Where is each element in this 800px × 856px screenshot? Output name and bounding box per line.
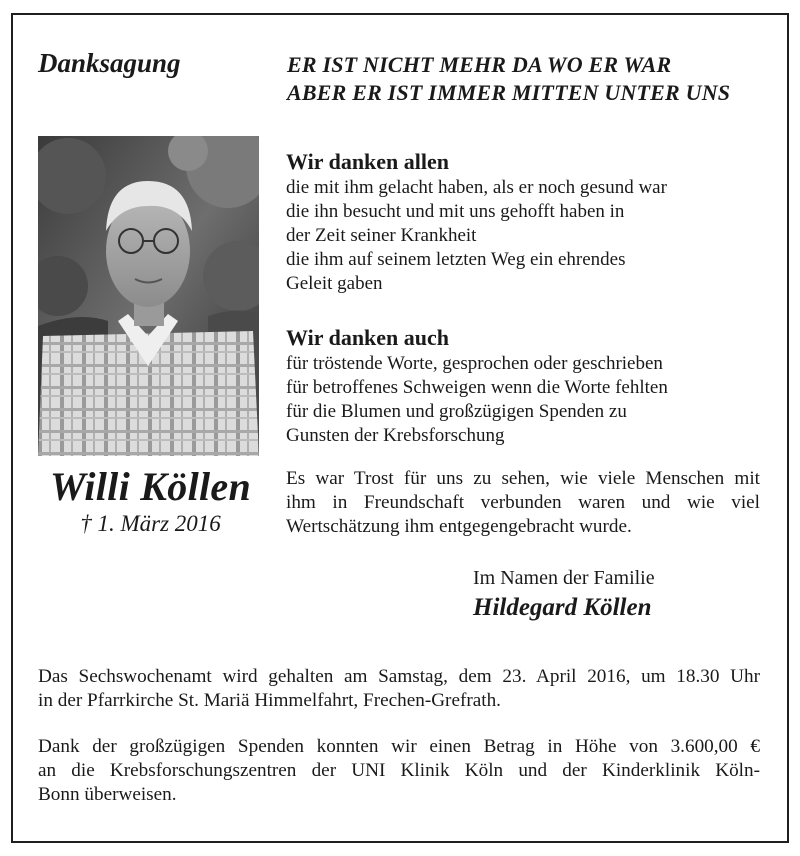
death-date: † 1. März 2016 [80, 511, 221, 536]
portrait-photo [38, 136, 259, 456]
text-line: Bonn überweisen. [38, 784, 177, 805]
thanks-all-section [286, 149, 667, 296]
text-line: die ihn besucht und mit uns gehofft haben in [286, 201, 625, 222]
donations-paragraph [38, 735, 760, 807]
text-line: für die Blumen und großzügigen Spenden zu [286, 401, 627, 422]
family-intro: Im Namen der Familie [473, 567, 655, 589]
text-line: Das Sechswochenamt wird gehalten am Samstag, dem 23. April 2016, um 18.30 Uhr [38, 666, 760, 687]
text-line: die ihm auf seinem letzten Weg ein ehrendes [286, 249, 626, 270]
notice-title: Danksagung [38, 48, 181, 78]
mass-paragraph [38, 665, 760, 713]
text-line: Es war Trost für uns zu sehen, wie viele Menschen mit [286, 468, 760, 489]
text-line: in der Pfarrkirche St. Mariä Himmelfahrt, Frechen-Grefrath. [38, 690, 501, 711]
text-line: ihm in Freundschaft verbunden waren und wie viel [286, 492, 760, 513]
text-line: Wertschätzung ihm entgegengebracht wurde. [286, 516, 632, 537]
deceased-name: Willi Köllen [49, 464, 252, 509]
text-line: für betroffenes Schweigen wenn die Worte fehlten [286, 377, 668, 398]
text-line: Gunsten der Krebsforschung [286, 425, 505, 446]
text-line: Geleit gaben [286, 273, 383, 294]
text-line: Dank der großzügigen Spenden konnten wir einen Betrag in Höhe von 3.600,00 € [38, 736, 760, 757]
motto-line: ABER ER IST IMMER MITTEN UNTER UNS [287, 80, 731, 105]
motto [287, 51, 730, 107]
motto-line: ER IST NICHT MEHR DA WO ER WAR [287, 52, 672, 77]
thanks-also-section [286, 325, 668, 448]
text-line: die mit ihm gelacht haben, als er noch gesund war [286, 177, 667, 198]
signer-name: Hildegard Köllen [473, 594, 652, 621]
trost-paragraph [286, 467, 760, 539]
thanks-all-heading: Wir danken allen [286, 149, 450, 174]
thanks-also-heading: Wir danken auch [286, 325, 450, 350]
text-line: an die Krebsforschungszentren der UNI Klinik Köln und der Kinderklinik Köln- [38, 760, 760, 781]
text-line: für tröstende Worte, gesprochen oder geschrieben [286, 353, 663, 374]
text-line: der Zeit seiner Krankheit [286, 225, 477, 246]
